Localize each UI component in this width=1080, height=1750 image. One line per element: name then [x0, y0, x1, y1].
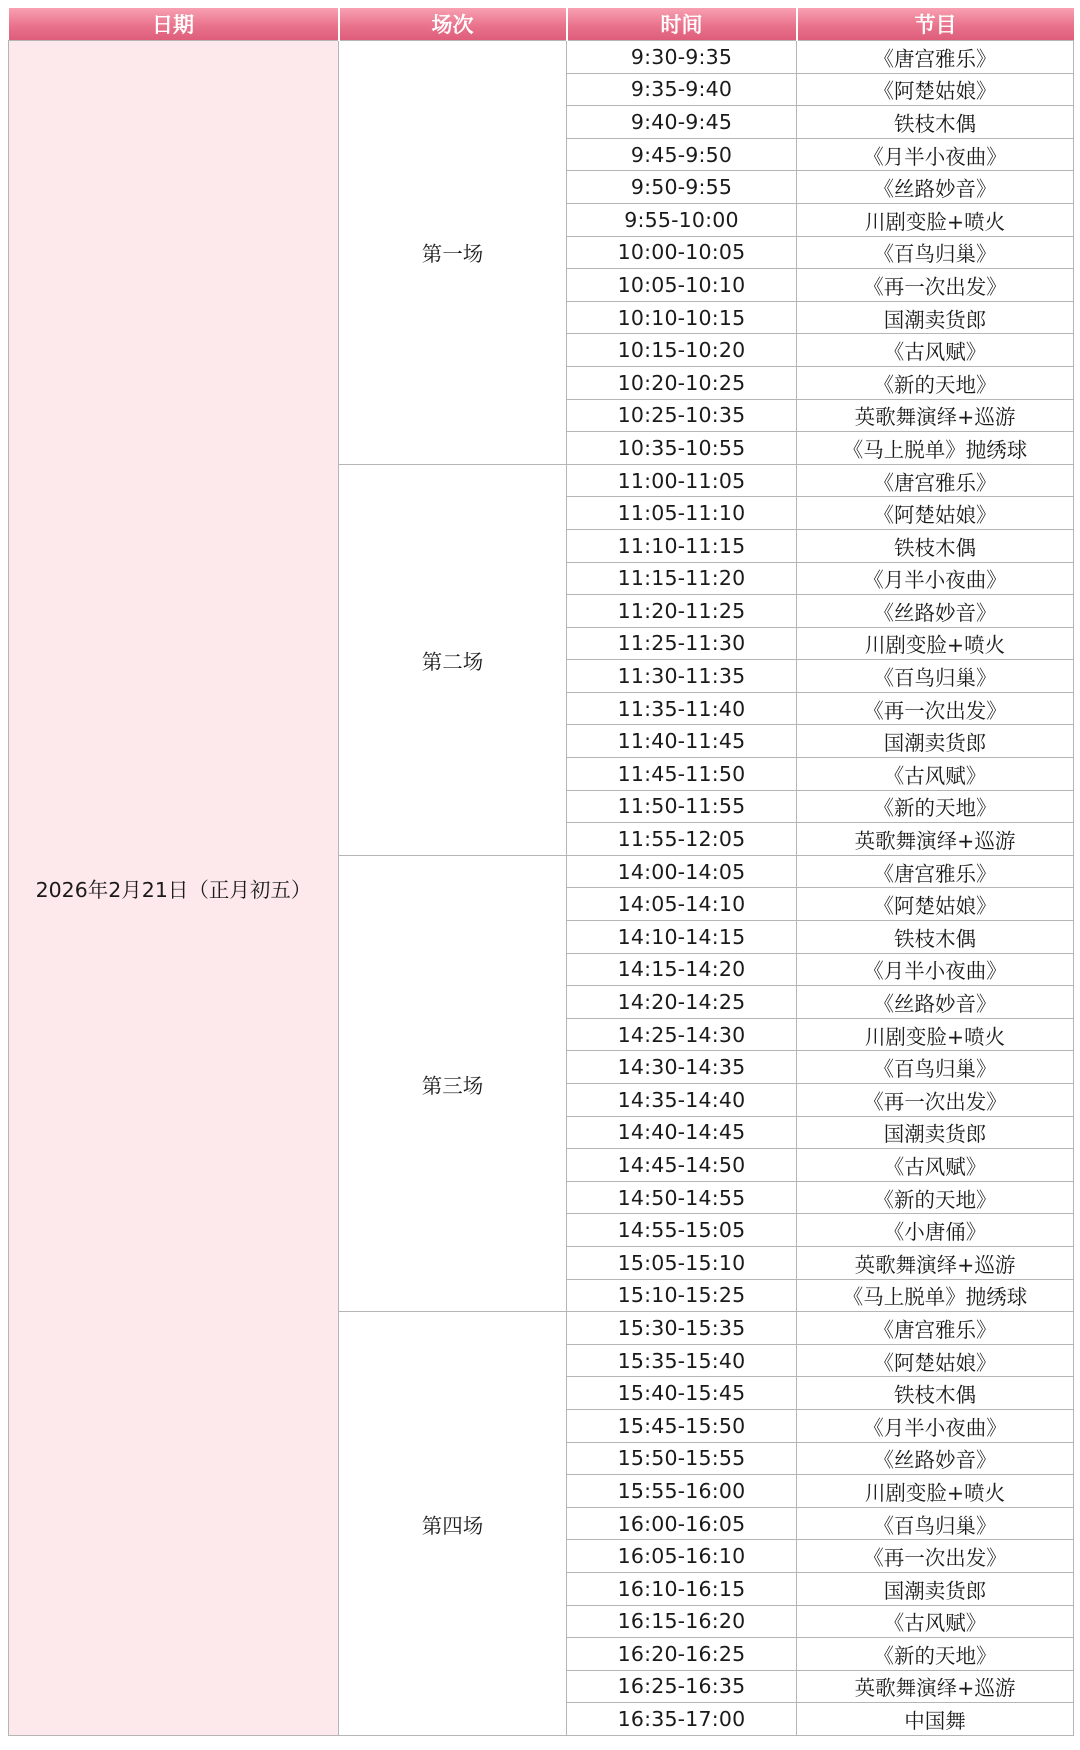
- time-cell: 14:20-14:25: [567, 986, 797, 1019]
- program-cell: 《月半小夜曲》: [797, 1409, 1074, 1442]
- time-cell: 11:00-11:05: [567, 464, 797, 497]
- program-cell: 《百鸟归巢》: [797, 1051, 1074, 1084]
- program-cell: 《丝路妙音》: [797, 595, 1074, 628]
- time-cell: 10:35-10:55: [567, 432, 797, 465]
- time-cell: 14:00-14:05: [567, 855, 797, 888]
- program-cell: 《马上脱单》抛绣球: [797, 432, 1074, 465]
- header-row: [9, 8, 1074, 41]
- program-cell: 《古风赋》: [797, 758, 1074, 791]
- time-cell: 11:20-11:25: [567, 595, 797, 628]
- program-cell: 英歌舞演绎+巡游: [797, 823, 1074, 856]
- time-cell: 16:25-16:35: [567, 1670, 797, 1703]
- program-cell: 铁枝木偶: [797, 921, 1074, 954]
- program-cell: 《丝路妙音》: [797, 1442, 1074, 1475]
- time-cell: 15:40-15:45: [567, 1377, 797, 1410]
- time-cell: 11:40-11:45: [567, 725, 797, 758]
- program-cell: 《新的天地》: [797, 1181, 1074, 1214]
- table-row: [9, 41, 1074, 74]
- program-cell: 英歌舞演绎+巡游: [797, 399, 1074, 432]
- schedule-table: [8, 8, 1074, 1736]
- program-cell: 《古风赋》: [797, 1605, 1074, 1638]
- time-cell: 9:35-9:40: [567, 73, 797, 106]
- session-cell: 第一场: [339, 41, 567, 465]
- time-cell: 14:25-14:30: [567, 1018, 797, 1051]
- time-cell: 15:05-15:10: [567, 1246, 797, 1279]
- program-cell: 《唐宫雅乐》: [797, 1312, 1074, 1345]
- time-cell: 16:00-16:05: [567, 1507, 797, 1540]
- time-cell: 15:50-15:55: [567, 1442, 797, 1475]
- time-cell: 14:35-14:40: [567, 1084, 797, 1117]
- program-cell: 铁枝木偶: [797, 529, 1074, 562]
- time-cell: 15:45-15:50: [567, 1409, 797, 1442]
- program-cell: 《阿楚姑娘》: [797, 497, 1074, 530]
- time-cell: 14:15-14:20: [567, 953, 797, 986]
- time-cell: 11:50-11:55: [567, 790, 797, 823]
- program-cell: 《百鸟归巢》: [797, 660, 1074, 693]
- program-cell: 中国舞: [797, 1703, 1074, 1736]
- program-cell: 《唐宫雅乐》: [797, 464, 1074, 497]
- header-time: 时间: [567, 8, 797, 41]
- program-cell: 《再一次出发》: [797, 1540, 1074, 1573]
- time-cell: 15:35-15:40: [567, 1344, 797, 1377]
- session-cell: 第三场: [339, 855, 567, 1311]
- program-cell: 《月半小夜曲》: [797, 562, 1074, 595]
- time-cell: 10:10-10:15: [567, 301, 797, 334]
- session-cell: 第二场: [339, 464, 567, 855]
- program-cell: 英歌舞演绎+巡游: [797, 1670, 1074, 1703]
- time-cell: 11:30-11:35: [567, 660, 797, 693]
- program-cell: 《小唐俑》: [797, 1214, 1074, 1247]
- time-cell: 9:40-9:45: [567, 106, 797, 139]
- program-cell: 《阿楚姑娘》: [797, 888, 1074, 921]
- time-cell: 10:00-10:05: [567, 236, 797, 269]
- program-cell: 《马上脱单》抛绣球: [797, 1279, 1074, 1312]
- header-date: 日期: [9, 8, 339, 41]
- time-cell: 9:45-9:50: [567, 138, 797, 171]
- program-cell: 《月半小夜曲》: [797, 138, 1074, 171]
- time-cell: 15:30-15:35: [567, 1312, 797, 1345]
- program-cell: 《月半小夜曲》: [797, 953, 1074, 986]
- time-cell: 14:50-14:55: [567, 1181, 797, 1214]
- program-cell: 国潮卖货郎: [797, 1572, 1074, 1605]
- time-cell: 16:10-16:15: [567, 1572, 797, 1605]
- time-cell: 14:40-14:45: [567, 1116, 797, 1149]
- program-cell: 国潮卖货郎: [797, 301, 1074, 334]
- program-cell: 《唐宫雅乐》: [797, 855, 1074, 888]
- time-cell: 16:35-17:00: [567, 1703, 797, 1736]
- program-cell: 川剧变脸+喷火: [797, 1018, 1074, 1051]
- time-cell: 11:35-11:40: [567, 692, 797, 725]
- time-cell: 14:55-15:05: [567, 1214, 797, 1247]
- header-program: 节目: [797, 8, 1074, 41]
- program-cell: 《丝路妙音》: [797, 171, 1074, 204]
- time-cell: 10:25-10:35: [567, 399, 797, 432]
- time-cell: 16:20-16:25: [567, 1638, 797, 1671]
- program-cell: 铁枝木偶: [797, 106, 1074, 139]
- program-cell: 国潮卖货郎: [797, 1116, 1074, 1149]
- time-cell: 15:10-15:25: [567, 1279, 797, 1312]
- time-cell: 14:45-14:50: [567, 1149, 797, 1182]
- session-cell: 第四场: [339, 1312, 567, 1736]
- table-body: [9, 41, 1074, 1736]
- time-cell: 10:05-10:10: [567, 269, 797, 302]
- program-cell: 《唐宫雅乐》: [797, 41, 1074, 74]
- time-cell: 9:50-9:55: [567, 171, 797, 204]
- time-cell: 14:30-14:35: [567, 1051, 797, 1084]
- date-cell: 2026年2月21日（正月初五）: [9, 41, 339, 1736]
- time-cell: 11:25-11:30: [567, 627, 797, 660]
- time-cell: 10:15-10:20: [567, 334, 797, 367]
- time-cell: 9:30-9:35: [567, 41, 797, 74]
- time-cell: 11:55-12:05: [567, 823, 797, 856]
- time-cell: 11:05-11:10: [567, 497, 797, 530]
- program-cell: 《新的天地》: [797, 790, 1074, 823]
- program-cell: 川剧变脸+喷火: [797, 1475, 1074, 1508]
- time-cell: 11:10-11:15: [567, 529, 797, 562]
- time-cell: 11:45-11:50: [567, 758, 797, 791]
- program-cell: 《新的天地》: [797, 366, 1074, 399]
- program-cell: 《再一次出发》: [797, 269, 1074, 302]
- program-cell: 《古风赋》: [797, 334, 1074, 367]
- time-cell: 14:10-14:15: [567, 921, 797, 954]
- time-cell: 11:15-11:20: [567, 562, 797, 595]
- program-cell: 《百鸟归巢》: [797, 1507, 1074, 1540]
- header-session: 场次: [339, 8, 567, 41]
- time-cell: 15:55-16:00: [567, 1475, 797, 1508]
- program-cell: 英歌舞演绎+巡游: [797, 1246, 1074, 1279]
- time-cell: 9:55-10:00: [567, 203, 797, 236]
- program-cell: 《新的天地》: [797, 1638, 1074, 1671]
- program-cell: 川剧变脸+喷火: [797, 203, 1074, 236]
- program-cell: 川剧变脸+喷火: [797, 627, 1074, 660]
- time-cell: 16:05-16:10: [567, 1540, 797, 1573]
- time-cell: 16:15-16:20: [567, 1605, 797, 1638]
- time-cell: 10:20-10:25: [567, 366, 797, 399]
- time-cell: 14:05-14:10: [567, 888, 797, 921]
- program-cell: 国潮卖货郎: [797, 725, 1074, 758]
- table-header: [9, 8, 1074, 41]
- program-cell: 《百鸟归巢》: [797, 236, 1074, 269]
- program-cell: 《阿楚姑娘》: [797, 73, 1074, 106]
- program-cell: 《古风赋》: [797, 1149, 1074, 1182]
- program-cell: 铁枝木偶: [797, 1377, 1074, 1410]
- program-cell: 《再一次出发》: [797, 1084, 1074, 1117]
- program-cell: 《丝路妙音》: [797, 986, 1074, 1019]
- program-cell: 《阿楚姑娘》: [797, 1344, 1074, 1377]
- program-cell: 《再一次出发》: [797, 692, 1074, 725]
